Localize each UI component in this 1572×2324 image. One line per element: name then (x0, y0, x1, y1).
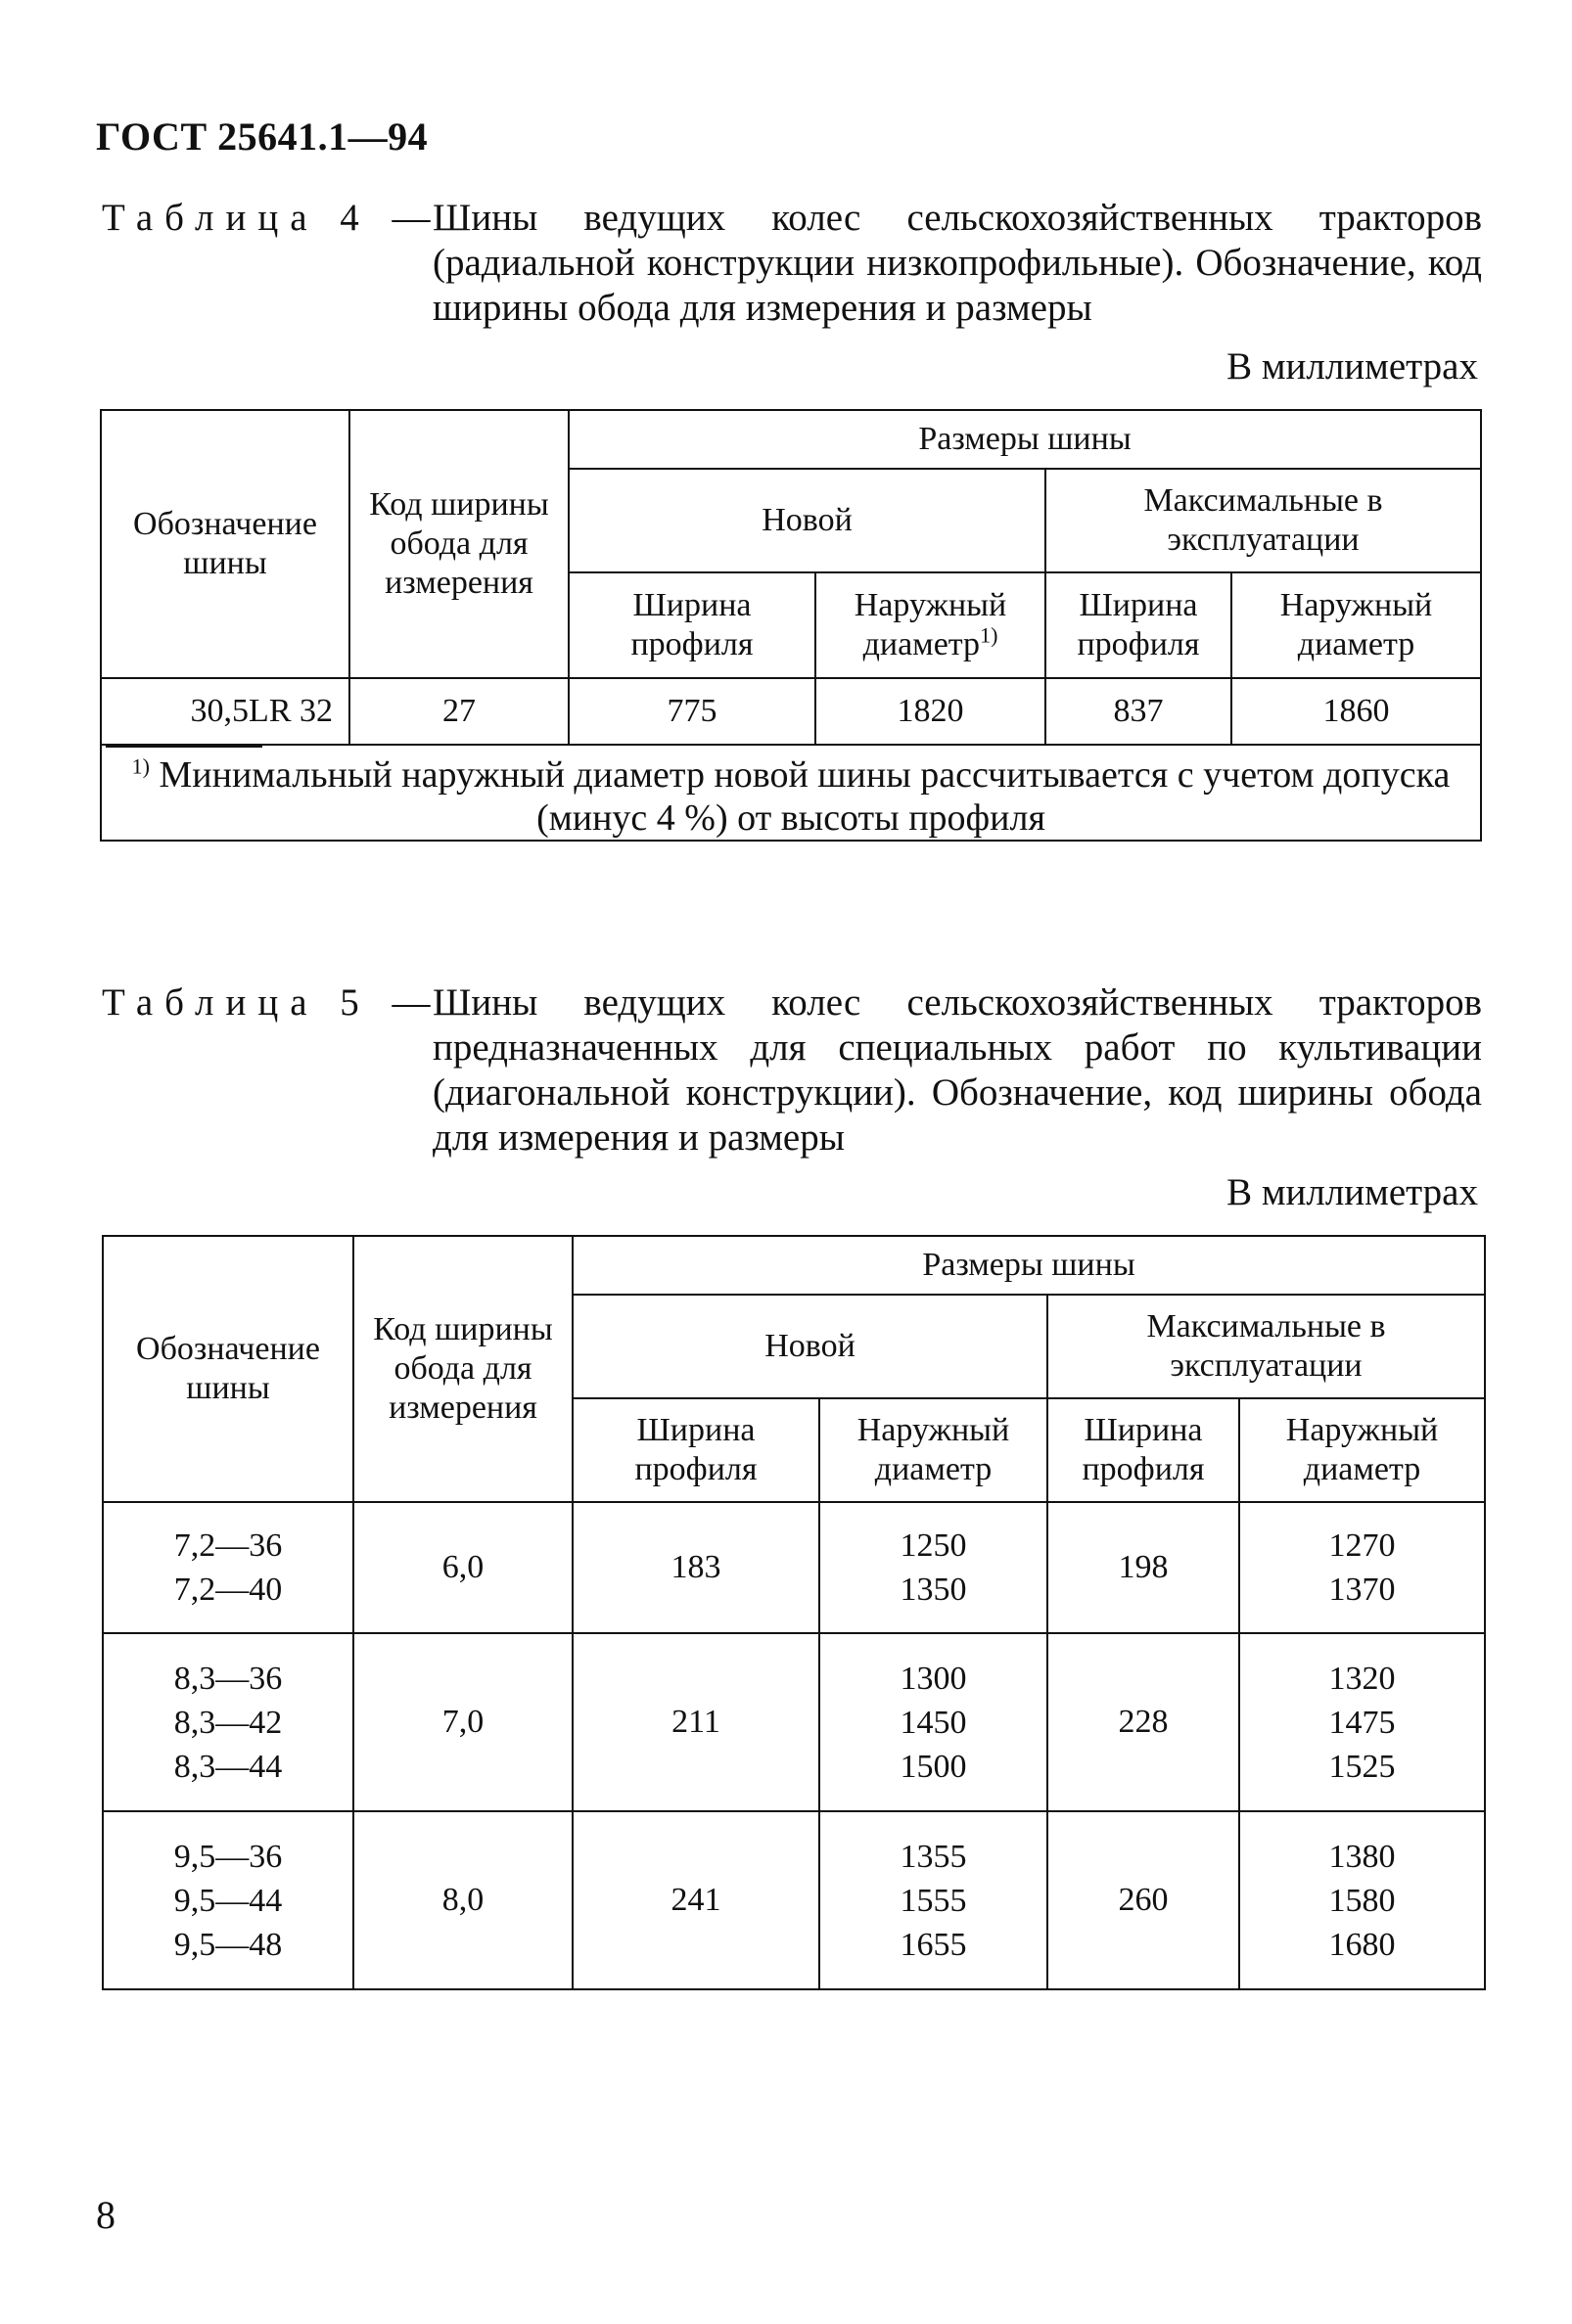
cell-designation-value: 7,2—36 (173, 1527, 283, 1564)
cell-max-width: 198 (1047, 1502, 1239, 1633)
header-new: Новой (573, 1295, 1047, 1398)
cell-new-diameter-value: 1250 (900, 1527, 967, 1564)
cell-max-diameter (1239, 1633, 1485, 1811)
table5-caption (102, 980, 1482, 1161)
cell-designation-value: 9,5—36 (173, 1838, 283, 1875)
header-new-width: Ширина профиля (569, 572, 815, 678)
cell-designation-value: 7,2—40 (173, 1572, 283, 1608)
cell-max-width: 837 (1045, 678, 1231, 745)
header-rim-code: Код ширины обода для измерения (349, 410, 569, 678)
cell-max-diameter-value: 1380 (1328, 1838, 1396, 1875)
cell-new-diameter-value: 1450 (900, 1704, 967, 1741)
cell-max-width: 260 (1047, 1811, 1239, 1989)
table-row (103, 1811, 1485, 1989)
cell-rim-code: 6,0 (353, 1502, 573, 1633)
footnote-ref: 1) (980, 622, 998, 648)
cell-rim-code: 8,0 (353, 1811, 573, 1989)
cell-new-diameter-value: 1655 (900, 1926, 967, 1963)
cell-designation-value: 9,5—48 (173, 1926, 283, 1963)
cell-new-diameter-value: 1355 (900, 1838, 967, 1875)
cell-new-width: 241 (573, 1811, 819, 1989)
cell-new-diameter (819, 1502, 1047, 1633)
cell-max-diameter-value: 1475 (1328, 1704, 1396, 1741)
header-new: Новой (569, 469, 1045, 572)
cell-new-diameter-value: 1350 (900, 1572, 967, 1608)
table5 (102, 1235, 1486, 1990)
cell-max-diameter (1239, 1502, 1485, 1633)
header-max-width: Ширина профиля (1045, 572, 1231, 678)
header-new-width: Ширина профиля (573, 1398, 819, 1502)
header-rim-code: Код ширины обода для измерения (353, 1236, 573, 1502)
cell-max-diameter (1239, 1811, 1485, 1989)
cell-max-diameter: 1860 (1231, 678, 1481, 745)
cell-new-diameter (819, 1633, 1047, 1811)
cell-designation (103, 1811, 353, 1989)
cell-designation (103, 1502, 353, 1633)
cell-designation-value: 9,5—44 (173, 1882, 283, 1919)
cell-new-width: 183 (573, 1502, 819, 1633)
table4-units: В миллиметрах (1226, 345, 1478, 387)
header-designation: Обозначение шины (101, 410, 349, 678)
cell-max-diameter-value: 1680 (1328, 1926, 1396, 1963)
cell-max-diameter-value: 1320 (1328, 1660, 1396, 1697)
header-max: Максимальные в эксплуатации (1047, 1295, 1485, 1398)
header-max-width: Ширина профиля (1047, 1398, 1239, 1502)
table-row (103, 1502, 1485, 1633)
cell-designation (103, 1633, 353, 1811)
cell-designation-value: 8,3—42 (173, 1704, 283, 1741)
footnote-rule (106, 746, 262, 748)
header-max-diameter: Наружный диаметр (1231, 572, 1481, 678)
header-new-diameter (815, 572, 1045, 678)
cell-new-diameter-value: 1500 (900, 1748, 967, 1785)
table4-caption (102, 196, 1482, 331)
standard-header: ГОСТ 25641.1—94 (96, 114, 429, 159)
cell-rim-code: 27 (349, 678, 569, 745)
table4-title: Шины ведущих колес сельскохозяйственных тракторов (радиальной конструкции низкопрофильные). Обозначение, код ширины обода для измерения и размеры (433, 197, 1482, 329)
cell-new-diameter-value: 1555 (900, 1882, 967, 1919)
cell-max-diameter-value: 1370 (1328, 1572, 1396, 1608)
table4-footnote (101, 745, 1481, 841)
table5-title: Шины ведущих колес сельскохозяйственных тракторов предназначенных для специальных работ по культивации (диагональной конструкции). Обозначение, код ширины обода для измерения и размеры (433, 981, 1482, 1159)
header-max-diameter: Наружный диаметр (1239, 1398, 1485, 1502)
header-designation: Обозначение шины (103, 1236, 353, 1502)
cell-designation: 30,5LR 32 (101, 678, 349, 745)
table5-body (103, 1502, 1485, 1989)
table-row (103, 1633, 1485, 1811)
page-number: 8 (96, 2193, 116, 2237)
cell-new-width: 211 (573, 1633, 819, 1811)
cell-designation-value: 8,3—44 (173, 1748, 283, 1785)
cell-new-diameter (819, 1811, 1047, 1989)
table4-label: Таблица 4 — (102, 197, 442, 239)
table5-label: Таблица 5 — (102, 981, 442, 1024)
table4 (100, 409, 1482, 842)
cell-max-diameter-value: 1270 (1328, 1527, 1396, 1564)
table5-units: В миллиметрах (1226, 1171, 1478, 1213)
cell-designation-value: 8,3—36 (173, 1660, 283, 1697)
cell-max-diameter-value: 1580 (1328, 1882, 1396, 1919)
footnote-mark: 1) (131, 753, 150, 779)
cell-new-diameter: 1820 (815, 678, 1045, 745)
cell-max-width: 228 (1047, 1633, 1239, 1811)
header-sizes: Размеры шины (573, 1236, 1485, 1295)
cell-rim-code: 7,0 (353, 1633, 573, 1811)
header-new-diameter-label: Наружный диаметр (854, 587, 1007, 662)
cell-max-diameter-value: 1525 (1328, 1748, 1396, 1785)
table-row (101, 678, 1481, 745)
cell-new-width: 775 (569, 678, 815, 745)
footnote-text: Минимальный наружный диаметр новой шины рассчитывается с учетом допуска (минус 4 %) от высоты профиля (159, 754, 1451, 839)
header-max: Максимальные в эксплуатации (1045, 469, 1481, 572)
cell-new-diameter-value: 1300 (900, 1660, 967, 1697)
header-sizes: Размеры шины (569, 410, 1481, 469)
header-new-diameter: Наружный диаметр (819, 1398, 1047, 1502)
